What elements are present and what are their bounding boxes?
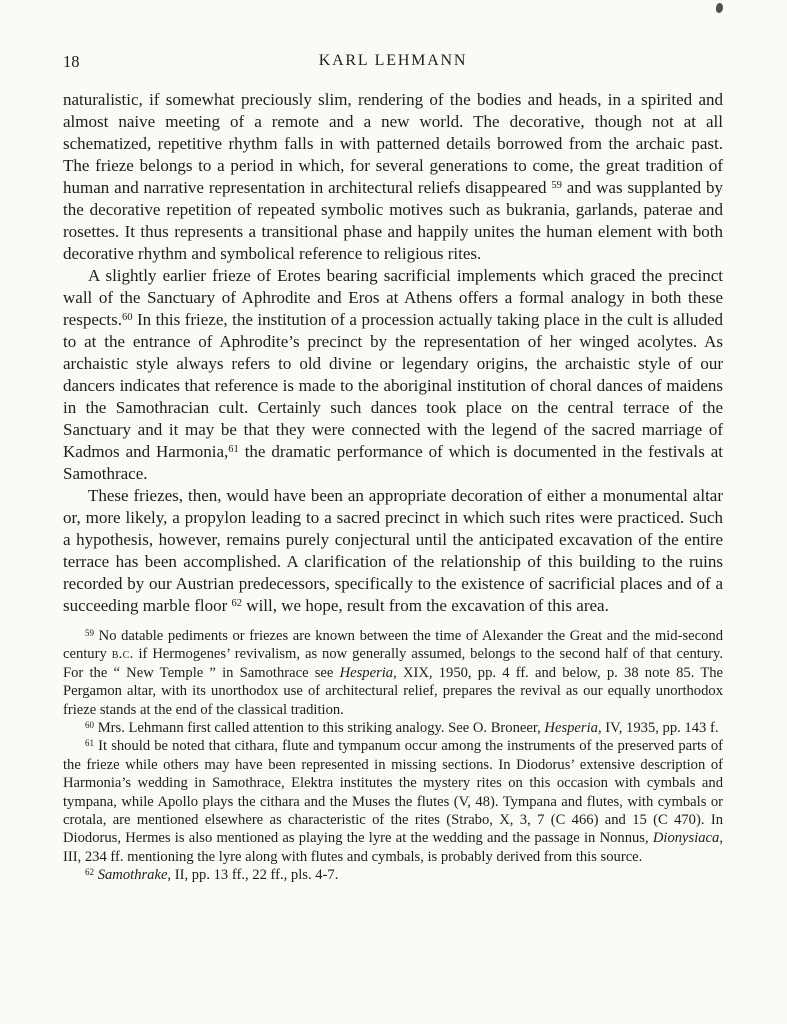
text-run: It should be noted that cithara, flute and tympanum occur among the instruments of the preserved parts of the frieze while others may have been represented in missing sections. In Diodorus’ extensive description of Harmonia’s wedding in Samothrace, Elektra institutes the mystery rites on this occasion with cymbals and tympana, while Apollo plays the cithara and the Muses the flutes (V, 48). Tympana and flutes, with cymbals or crotala, are mentioned elsewhere as characteristic of the rites (Strabo, X, 3, 7 (C 466) and 15 (C 470). In Diodorus, Hermes is also mentioned as playing the lyre at the wedding and the passage in Nonnus, [63, 738, 723, 847]
scan-artifact [715, 2, 724, 13]
footnote-ref: 59 [85, 627, 95, 638]
body-paragraph [63, 265, 723, 485]
text-run: and was supplanted by the decorative repetition of repeated symbolic motives such as bukrania, garlands, paterae and rosettes. It thus represents a transitional phase and happily unites the human element with both decorative rhythm and symbolical reference to religious rites. [63, 178, 723, 263]
footnote-ref: 60 [122, 312, 133, 324]
text-run: In this frieze, the institution of a procession actually taking place in the cult is alluded to at the entrance of Aphrodite’s precinct by the representation of her winged acolytes. As archaistic style always refers to old divine or legendary origins, the archaistic style of our dancers indicates that reference is made to the aboriginal institution of choral dances of maidens in the Samothracian cult. Certainly such dances took place on the central terrace of the Sanctuary and it may be that they were connected with the legend of the sacred marriage of Kadmos and Harmonia, [63, 310, 723, 461]
footnote-ref: 62 [85, 867, 95, 878]
footnote-ref: 61 [228, 444, 239, 456]
page-header [63, 52, 723, 74]
body-paragraph [63, 89, 723, 265]
page-number: 18 [63, 52, 80, 71]
text-run: , IV, 1935, pp. 143 f. [597, 720, 719, 737]
footnote [63, 719, 723, 737]
text-run: A slightly earlier frieze of Erotes bearing sacrificial implements which graced the precinct wall of the Sanctuary of Aphrodite and Eros at Athens offers a formal analogy in both these respects. [63, 266, 723, 329]
text-run: Dionysiaca [652, 830, 720, 847]
text-run: the dramatic performance of which is documented in the festivals at Samothrace. [63, 442, 723, 483]
text-run: b.c. [111, 646, 134, 663]
text-run: No datable pediments or friezes are known between the time of Alexander the Great and the mid-second century [63, 628, 723, 663]
body-paragraph [63, 485, 723, 617]
text-run: Hesperia [544, 720, 598, 737]
text-run: , XIX, 1950, pp. 4 ff. and below, p. 38 note 85. The Pergamon altar, with its unorthodox use of architectural relief, prepares the revival as our equally unorthodox frieze stands at the end of the classical tradition. [63, 664, 724, 718]
footnote [63, 737, 723, 866]
running-head: KARL LEHMANN [318, 52, 468, 69]
footnotes [63, 627, 723, 885]
footnote-ref: 62 [231, 598, 243, 610]
text-run: Samothrake [97, 867, 168, 884]
text-run: Hesperia [339, 664, 394, 681]
text-run: These friezes, then, would have been an appropriate decoration of either a monumental altar or, more likely, a propylon leading to a sacred precinct in which such rites were practiced. Such a hypothesis, however, remains purely conjectural until the anticipated excavation of the entire terrace has been accomplished. A clarification of the relationship of this building to the ruins recorded by our Austrian predecessors, specifically to the existence of sacrificial places and of a succeeding marble floor [63, 486, 723, 615]
text-run: , III, 234 ff. mentioning the lyre along with flutes and cymbals, is probably derived from this source. [63, 830, 723, 865]
body-text [63, 89, 723, 617]
text-run: will, we hope, result from the excavation of this area. [242, 596, 609, 615]
footnote-ref: 60 [85, 719, 95, 730]
text-run: Mrs. Lehmann first called attention to this striking analogy. See O. Broneer, [94, 720, 545, 737]
text-run: naturalistic, if somewhat preciously slim, rendering of the bodies and heads, in a spirited and almost naive meeting of a remote and a new world. The decorative, though not at all schematized, repetitive rhythm falls in with patterned details borrowed from the archaic past. The frieze belongs to a period in which, for several generations to come, the great tradition of human and narrative representation in architectural reliefs disappeared [63, 90, 723, 197]
text-run: if Hermogenes’ revivalism, as now generally assumed, belongs to the second half of that century. For the “ New Temple ” in Samothrace see [63, 646, 723, 681]
footnote [63, 627, 723, 719]
footnote-ref: 59 [551, 180, 562, 192]
text-run: , II, pp. 13 ff., 22 ff., pls. 4-7. [167, 867, 339, 884]
footnote-ref: 61 [85, 738, 95, 749]
footnote [63, 866, 723, 884]
